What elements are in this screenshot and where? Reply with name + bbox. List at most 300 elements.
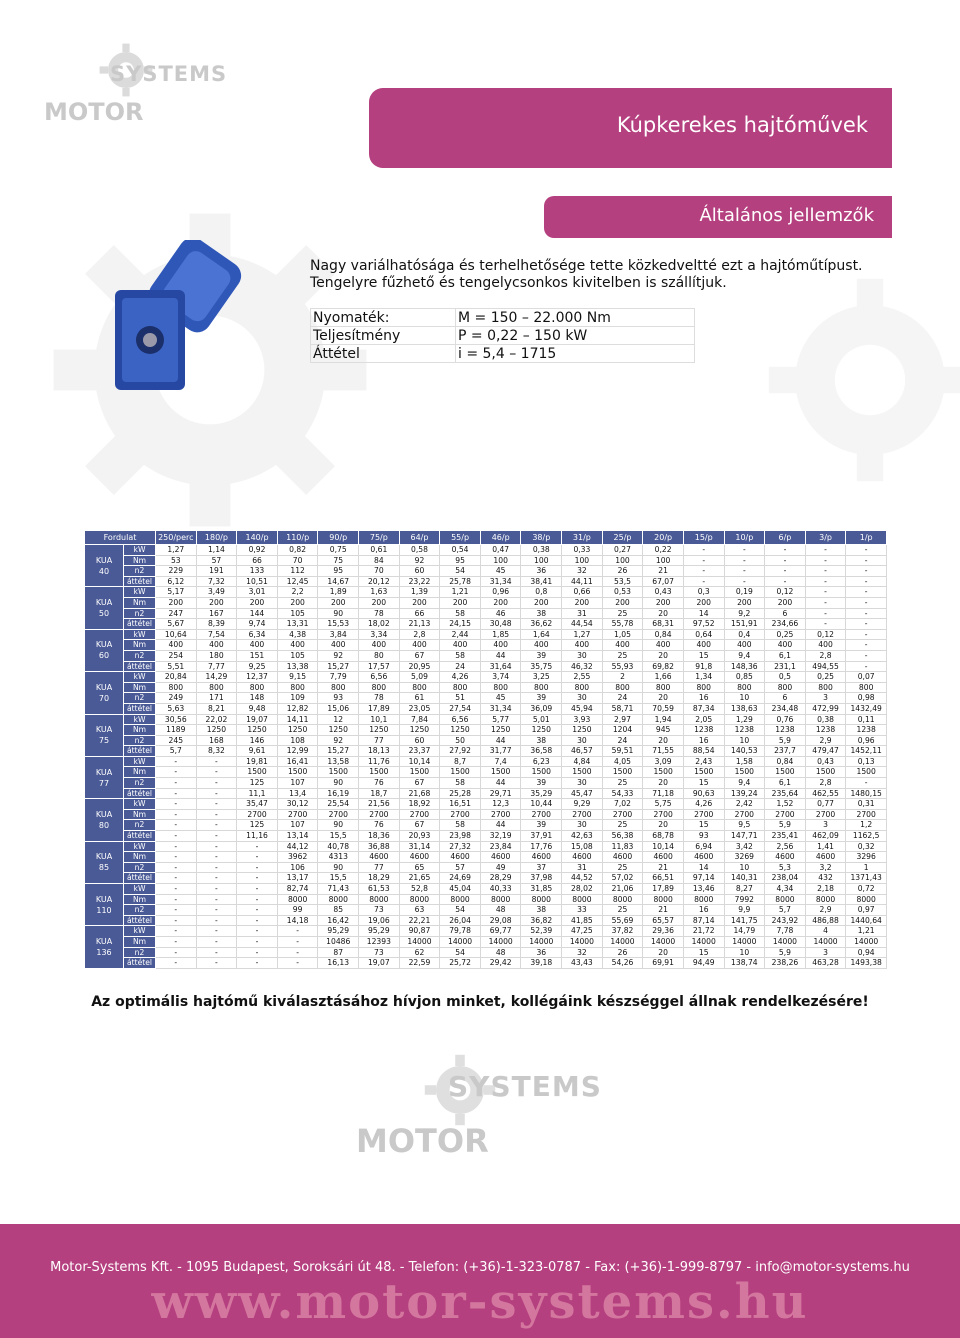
table-cell: 105 xyxy=(277,608,318,619)
parameter-label: áttétel xyxy=(124,576,156,587)
table-cell: - xyxy=(805,545,846,556)
model-name: KUA xyxy=(95,852,113,862)
table-row xyxy=(85,756,887,767)
table-cell: 6,23 xyxy=(521,756,562,767)
model-size: 50 xyxy=(98,609,110,619)
table-cell: 40,78 xyxy=(318,841,359,852)
table-cell: 235,41 xyxy=(765,831,806,842)
table-cell: 8,39 xyxy=(196,619,237,630)
table-cell: 93 xyxy=(318,693,359,704)
table-cell: - xyxy=(196,852,237,863)
spec-label: Teljesítmény xyxy=(311,327,456,345)
table-row xyxy=(85,788,887,799)
table-cell: 0,43 xyxy=(805,756,846,767)
table-cell: 1500 xyxy=(359,767,400,778)
table-cell: 2700 xyxy=(602,809,643,820)
model-size: 80 xyxy=(98,820,110,830)
table-cell: 68,31 xyxy=(643,619,684,630)
table-cell: 25,78 xyxy=(440,576,481,587)
table-cell: 8000 xyxy=(765,894,806,905)
table-header-row xyxy=(85,531,887,545)
table-cell: 30 xyxy=(562,820,603,831)
spec-value: P = 0,22 – 150 kW xyxy=(456,327,695,345)
table-cell: 54 xyxy=(440,947,481,958)
table-cell: 100 xyxy=(521,555,562,566)
table-cell: 57 xyxy=(440,862,481,873)
table-cell: 40,33 xyxy=(480,884,521,895)
table-cell: 19,81 xyxy=(237,756,278,767)
table-cell: 4,84 xyxy=(562,756,603,767)
table-cell: 2700 xyxy=(318,809,359,820)
table-cell: - xyxy=(846,608,887,619)
table-cell: - xyxy=(156,915,197,926)
parameter-label: n2 xyxy=(124,820,156,831)
table-cell: - xyxy=(683,566,724,577)
table-cell: 47,25 xyxy=(562,926,603,937)
table-cell: 97,52 xyxy=(683,619,724,630)
spec-row xyxy=(311,345,695,363)
table-cell: 8000 xyxy=(521,894,562,905)
table-cell: 9,4 xyxy=(724,778,765,789)
table-cell: 10,14 xyxy=(643,841,684,852)
table-cell: 1,21 xyxy=(846,926,887,937)
table-cell: 44,11 xyxy=(562,576,603,587)
logo-systems-text: SYSTEMS xyxy=(448,1070,602,1103)
model-size: 70 xyxy=(98,693,110,703)
table-cell: 4,34 xyxy=(765,884,806,895)
parameter-label: n2 xyxy=(124,905,156,916)
table-cell: 68,78 xyxy=(643,831,684,842)
table-cell: 38 xyxy=(521,905,562,916)
table-cell: 57 xyxy=(196,555,237,566)
table-cell: 9,2 xyxy=(724,608,765,619)
logo-motor-text: MOTOR xyxy=(44,98,144,126)
table-cell: 1500 xyxy=(480,767,521,778)
model-size: 77 xyxy=(98,778,110,788)
table-cell: - xyxy=(846,597,887,608)
table-cell: 28,29 xyxy=(480,873,521,884)
table-cell: 78 xyxy=(359,608,400,619)
table-corner-header: Fordulat xyxy=(85,531,156,545)
table-cell: - xyxy=(156,936,197,947)
table-cell: 14000 xyxy=(724,936,765,947)
table-cell: 8000 xyxy=(318,894,359,905)
table-cell: 0,85 xyxy=(724,672,765,683)
table-cell: 3962 xyxy=(277,852,318,863)
table-cell: 95 xyxy=(318,566,359,577)
speed-header: 31/p xyxy=(562,531,603,545)
table-cell: 31,34 xyxy=(480,703,521,714)
table-cell: 2,9 xyxy=(805,905,846,916)
table-cell: 57,02 xyxy=(602,873,643,884)
parameter-label: áttétel xyxy=(124,619,156,630)
table-cell: - xyxy=(237,915,278,926)
table-cell: 237,7 xyxy=(765,746,806,757)
table-cell: 21,65 xyxy=(399,873,440,884)
table-cell: 25 xyxy=(602,905,643,916)
table-cell: 0,32 xyxy=(846,841,887,852)
table-cell: 0,4 xyxy=(724,629,765,640)
table-cell: 243,92 xyxy=(765,915,806,926)
table-cell: 1500 xyxy=(643,767,684,778)
table-cell: 43,43 xyxy=(562,958,603,969)
table-cell: 479,47 xyxy=(805,746,846,757)
table-cell: 16,13 xyxy=(318,958,359,969)
table-cell: 16 xyxy=(683,693,724,704)
table-cell: 2700 xyxy=(480,809,521,820)
table-cell: 1250 xyxy=(562,725,603,736)
table-row xyxy=(85,947,887,958)
section-title: Általános jellemzők xyxy=(699,205,874,226)
table-cell: 12,3 xyxy=(480,799,521,810)
table-cell: 90 xyxy=(318,778,359,789)
table-row xyxy=(85,746,887,757)
table-cell: 3,34 xyxy=(359,629,400,640)
table-cell: 235,64 xyxy=(765,788,806,799)
table-cell: 24,69 xyxy=(440,873,481,884)
table-cell: 18,02 xyxy=(359,619,400,630)
table-cell: - xyxy=(156,820,197,831)
logo-systems-text: SYSTEMS xyxy=(110,62,228,86)
table-cell: - xyxy=(156,809,197,820)
table-cell: 8,27 xyxy=(724,884,765,895)
table-cell: 16 xyxy=(683,735,724,746)
parameter-label: n2 xyxy=(124,862,156,873)
table-cell: 0,82 xyxy=(277,545,318,556)
table-cell: 36 xyxy=(521,947,562,958)
table-cell: - xyxy=(196,799,237,810)
table-cell: - xyxy=(277,936,318,947)
table-cell: 69,82 xyxy=(643,661,684,672)
table-cell: - xyxy=(846,555,887,566)
table-cell: 8000 xyxy=(277,894,318,905)
table-cell: 8000 xyxy=(399,894,440,905)
table-cell: - xyxy=(805,576,846,587)
table-cell: - xyxy=(196,936,237,947)
table-cell: 77 xyxy=(359,862,400,873)
table-cell: 0,38 xyxy=(805,714,846,725)
table-cell: 15 xyxy=(683,947,724,958)
table-cell: 1500 xyxy=(237,767,278,778)
company-logo-bottom xyxy=(350,1050,610,1170)
table-cell: 2700 xyxy=(724,809,765,820)
table-cell: 29,42 xyxy=(480,958,521,969)
table-cell: 33 xyxy=(562,905,603,916)
table-cell: 22,21 xyxy=(399,915,440,926)
table-cell: 0,5 xyxy=(765,672,806,683)
table-cell: 14000 xyxy=(562,936,603,947)
table-cell: 73 xyxy=(359,947,400,958)
table-cell: 80 xyxy=(359,650,400,661)
table-cell: 200 xyxy=(277,597,318,608)
table-cell: 4,38 xyxy=(277,629,318,640)
table-row xyxy=(85,735,887,746)
table-cell: - xyxy=(156,947,197,958)
table-cell: 4313 xyxy=(318,852,359,863)
table-cell: 31 xyxy=(562,862,603,873)
table-cell: 56,38 xyxy=(602,831,643,842)
model-name: KUA xyxy=(95,682,113,692)
table-cell: 23,98 xyxy=(440,831,481,842)
table-cell: 20,84 xyxy=(156,672,197,683)
table-cell: 38 xyxy=(521,608,562,619)
model-cell xyxy=(85,629,124,671)
table-cell: 69,77 xyxy=(480,926,521,937)
table-cell: 95 xyxy=(440,555,481,566)
table-cell: 3,01 xyxy=(237,587,278,598)
table-cell: 400 xyxy=(562,640,603,651)
table-cell: 3,49 xyxy=(196,587,237,598)
table-cell: 17,76 xyxy=(521,841,562,852)
table-cell: 11,16 xyxy=(237,831,278,842)
table-cell: 0,8 xyxy=(521,587,562,598)
table-cell: 125 xyxy=(237,778,278,789)
table-cell: - xyxy=(846,661,887,672)
table-cell: - xyxy=(156,841,197,852)
table-cell: 11,1 xyxy=(237,788,278,799)
table-cell: 4600 xyxy=(683,852,724,863)
table-cell: 14,79 xyxy=(724,926,765,937)
table-cell: - xyxy=(196,809,237,820)
table-cell: 800 xyxy=(440,682,481,693)
table-cell: 15,08 xyxy=(562,841,603,852)
table-cell: 45,94 xyxy=(562,703,603,714)
table-cell: 9,4 xyxy=(724,650,765,661)
table-cell: 3,09 xyxy=(643,756,684,767)
table-cell: 1500 xyxy=(562,767,603,778)
table-cell: 76 xyxy=(359,778,400,789)
table-cell: 91,8 xyxy=(683,661,724,672)
table-cell: 10486 xyxy=(318,936,359,947)
table-cell: 800 xyxy=(562,682,603,693)
table-cell: 4600 xyxy=(440,852,481,863)
table-cell: 10 xyxy=(724,693,765,704)
table-cell: 146 xyxy=(237,735,278,746)
table-cell: 20 xyxy=(643,947,684,958)
table-cell: 4600 xyxy=(480,852,521,863)
page-title: Kúpkerekes hajtóművek xyxy=(616,113,868,137)
table-cell: 200 xyxy=(440,597,481,608)
table-cell: 472,99 xyxy=(805,703,846,714)
table-cell: 8000 xyxy=(846,894,887,905)
table-cell: 14000 xyxy=(683,936,724,947)
table-cell: 463,28 xyxy=(805,958,846,969)
table-cell: 0,19 xyxy=(724,587,765,598)
table-cell: 5,7 xyxy=(765,905,806,916)
table-cell: 13,46 xyxy=(683,884,724,895)
parameter-label: áttétel xyxy=(124,746,156,757)
table-cell: 16,51 xyxy=(440,799,481,810)
table-cell: 65,57 xyxy=(643,915,684,926)
table-cell: 1250 xyxy=(440,725,481,736)
table-cell: 800 xyxy=(318,682,359,693)
table-cell: 20 xyxy=(643,778,684,789)
table-cell: 0,54 xyxy=(440,545,481,556)
model-cell xyxy=(85,884,124,926)
table-cell: 25 xyxy=(602,650,643,661)
table-cell: 3,25 xyxy=(521,672,562,683)
table-cell: 11,76 xyxy=(359,756,400,767)
table-cell: 234,66 xyxy=(765,619,806,630)
parameter-label: kW xyxy=(124,587,156,598)
table-cell: 3296 xyxy=(846,852,887,863)
model-cell xyxy=(85,926,124,968)
table-cell: 35,75 xyxy=(521,661,562,672)
table-row xyxy=(85,936,887,947)
table-cell: 71,18 xyxy=(643,788,684,799)
table-cell: 800 xyxy=(805,682,846,693)
table-cell: 44 xyxy=(480,820,521,831)
speed-header: 55/p xyxy=(440,531,481,545)
table-cell: 52,8 xyxy=(399,884,440,895)
table-cell: 61,53 xyxy=(359,884,400,895)
company-logo-top xyxy=(40,40,240,140)
model-size: 60 xyxy=(98,651,110,661)
parameter-label: Nm xyxy=(124,809,156,820)
table-cell: 151,91 xyxy=(724,619,765,630)
table-cell: 400 xyxy=(521,640,562,651)
table-cell: - xyxy=(156,756,197,767)
table-cell: 400 xyxy=(277,640,318,651)
table-cell: - xyxy=(683,576,724,587)
table-cell: 55,69 xyxy=(602,915,643,926)
table-cell: 9,5 xyxy=(724,820,765,831)
logo-motor-text: MOTOR xyxy=(356,1122,489,1160)
table-cell: 20,12 xyxy=(359,576,400,587)
table-cell: - xyxy=(237,947,278,958)
table-cell: 71,55 xyxy=(643,746,684,757)
table-cell: 7,02 xyxy=(602,799,643,810)
table-cell: 0,84 xyxy=(643,629,684,640)
table-cell: 1,41 xyxy=(805,841,846,852)
table-cell: 0,64 xyxy=(683,629,724,640)
table-cell: - xyxy=(156,799,197,810)
table-cell: 31,85 xyxy=(521,884,562,895)
table-cell: 800 xyxy=(643,682,684,693)
table-cell: 1,34 xyxy=(683,672,724,683)
table-cell: 1,39 xyxy=(399,587,440,598)
table-row xyxy=(85,831,887,842)
table-cell: 2700 xyxy=(846,809,887,820)
parameter-label: áttétel xyxy=(124,831,156,842)
table-row xyxy=(85,587,887,598)
table-cell: 14000 xyxy=(765,936,806,947)
table-cell: 1250 xyxy=(277,725,318,736)
table-cell: 54 xyxy=(440,566,481,577)
table-cell: 7,84 xyxy=(399,714,440,725)
table-cell: 141,75 xyxy=(724,915,765,926)
table-cell: 8000 xyxy=(683,894,724,905)
intro-text xyxy=(310,258,863,292)
table-cell: 26 xyxy=(602,947,643,958)
performance-table xyxy=(84,530,887,969)
table-cell: 14 xyxy=(683,608,724,619)
table-cell: 14000 xyxy=(602,936,643,947)
table-cell: 2,9 xyxy=(805,735,846,746)
table-cell: 44 xyxy=(480,735,521,746)
table-cell: 16,19 xyxy=(318,788,359,799)
table-cell: 16,42 xyxy=(318,915,359,926)
table-row xyxy=(85,566,887,577)
spec-row xyxy=(311,327,695,345)
table-cell: - xyxy=(156,905,197,916)
parameter-label: Nm xyxy=(124,597,156,608)
table-cell: 462,09 xyxy=(805,831,846,842)
table-row xyxy=(85,714,887,725)
table-cell: 26,04 xyxy=(440,915,481,926)
table-cell: 8000 xyxy=(480,894,521,905)
table-cell: 148,36 xyxy=(724,661,765,672)
table-cell: 97,14 xyxy=(683,873,724,884)
parameter-label: áttétel xyxy=(124,661,156,672)
table-cell: - xyxy=(805,597,846,608)
speed-header: 10/p xyxy=(724,531,765,545)
table-row xyxy=(85,852,887,863)
table-row xyxy=(85,608,887,619)
table-cell: 49 xyxy=(480,862,521,873)
table-cell: 18,92 xyxy=(399,799,440,810)
table-cell: 30,12 xyxy=(277,799,318,810)
table-cell: 44,12 xyxy=(277,841,318,852)
table-row xyxy=(85,640,887,651)
table-cell: 1440,64 xyxy=(846,915,887,926)
table-cell: 1,58 xyxy=(724,756,765,767)
model-cell xyxy=(85,756,124,798)
model-name: KUA xyxy=(95,555,113,565)
table-cell: 0,38 xyxy=(521,545,562,556)
table-cell: 1238 xyxy=(765,725,806,736)
table-cell: - xyxy=(237,862,278,873)
table-cell: 10,1 xyxy=(359,714,400,725)
table-cell: 5,67 xyxy=(156,619,197,630)
table-cell: 1238 xyxy=(683,725,724,736)
table-cell: 70 xyxy=(359,566,400,577)
table-cell: 12393 xyxy=(359,936,400,947)
table-cell: 93 xyxy=(683,831,724,842)
speed-header: 25/p xyxy=(602,531,643,545)
table-cell: 2700 xyxy=(237,809,278,820)
table-cell: 4,26 xyxy=(683,799,724,810)
table-row xyxy=(85,767,887,778)
table-cell: 14,67 xyxy=(318,576,359,587)
table-cell: 41,85 xyxy=(562,915,603,926)
table-cell: 38,41 xyxy=(521,576,562,587)
table-cell: 2,05 xyxy=(683,714,724,725)
table-cell: 31,14 xyxy=(399,841,440,852)
table-cell: 75 xyxy=(318,555,359,566)
table-cell: 18,29 xyxy=(359,873,400,884)
parameter-label: áttétel xyxy=(124,873,156,884)
table-cell: - xyxy=(156,873,197,884)
table-cell: 44,52 xyxy=(562,873,603,884)
table-cell: 7992 xyxy=(724,894,765,905)
parameter-label: n2 xyxy=(124,778,156,789)
parameter-label: kW xyxy=(124,629,156,640)
table-cell: 1493,38 xyxy=(846,958,887,969)
table-cell: 24 xyxy=(602,735,643,746)
model-name: KUA xyxy=(95,640,113,650)
model-cell xyxy=(85,672,124,714)
table-cell: 19,07 xyxy=(359,958,400,969)
parameter-label: n2 xyxy=(124,735,156,746)
table-cell: 200 xyxy=(480,597,521,608)
table-cell: - xyxy=(196,947,237,958)
spec-table xyxy=(310,308,695,363)
table-cell: 200 xyxy=(683,597,724,608)
table-cell: 23,84 xyxy=(480,841,521,852)
table-cell: 31 xyxy=(562,608,603,619)
table-cell: 2700 xyxy=(765,809,806,820)
